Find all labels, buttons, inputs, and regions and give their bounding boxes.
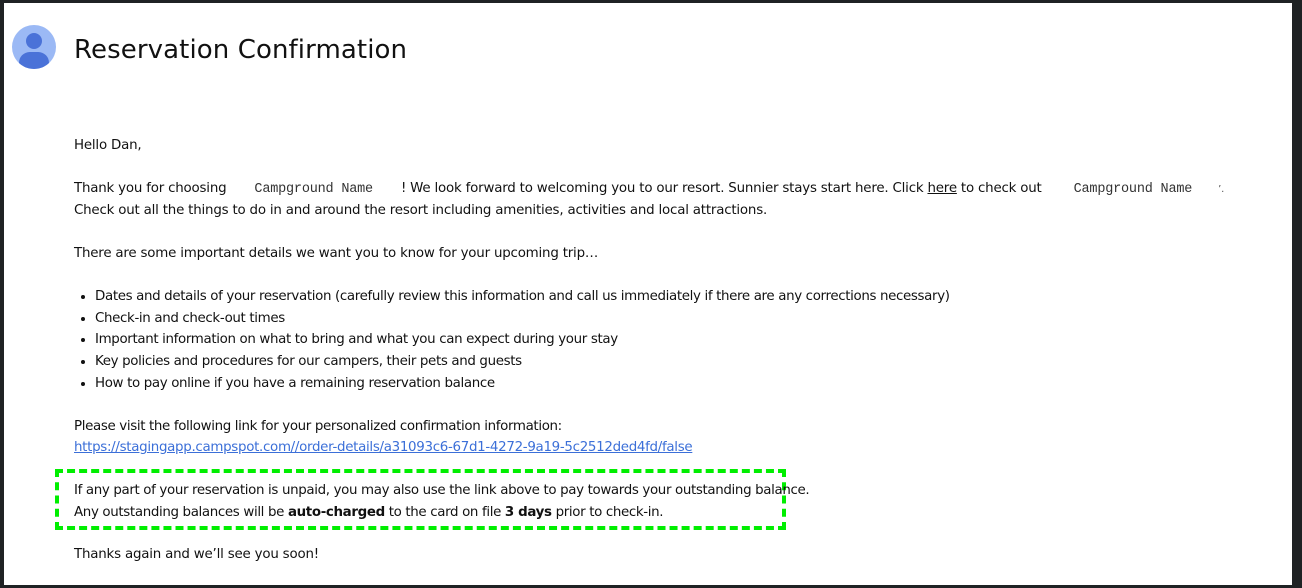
intro-text-3: to check out	[960, 181, 1042, 197]
balance-notice	[74, 480, 809, 523]
notice-text: to the card on file	[388, 504, 501, 520]
closing-line: Thanks again and we’ll see you soon!	[74, 547, 319, 562]
list-item: Important information on what to bring and what you can expect during your stay	[95, 329, 1274, 351]
list-item: Key policies and procedures for our campers, their pets and guests	[95, 351, 1274, 373]
intro-trailing: ’.	[1218, 184, 1225, 196]
list-item: How to pay online if you have a remaining reservation balance	[95, 373, 1274, 395]
balance-notice-line-2	[74, 502, 809, 524]
here-link[interactable]: here	[927, 181, 957, 197]
campground-name-placeholder: Campground Name	[254, 182, 373, 198]
intro-text-2: ! We look forward to welcoming you to our resort. Sunnier stays start here. Click	[400, 181, 924, 197]
campground-name-placeholder-2: Campground Name	[1073, 182, 1193, 198]
person-avatar-icon	[12, 25, 56, 69]
notice-text: Any outstanding balances will be	[74, 504, 285, 520]
notice-text: prior to check-in.	[555, 504, 664, 520]
list-item: Check-in and check-out times	[95, 308, 1274, 330]
avatar-body	[19, 52, 49, 69]
intro-line-1	[74, 178, 1274, 200]
intro-text-1: Thank you for choosing	[74, 181, 227, 197]
details-list	[74, 286, 1274, 394]
details-intro: There are some important details we want you to know for your upcoming trip…	[74, 245, 599, 261]
intro-line-2: Check out all the things to do in and around the resort including amenities, activities and local attractions.	[74, 202, 768, 218]
greeting: Hello Dan,	[74, 138, 142, 153]
balance-notice-line-1: If any part of your reservation is unpaid, you may also use the link above to pay towards your outstanding balance.	[74, 483, 810, 498]
link-intro: Please visit the following link for your personalized confirmation information:	[74, 418, 562, 434]
email-window	[4, 3, 1292, 585]
confirmation-link[interactable]: https://stagingapp.campspot.com//order-details/a31093c6-67d1-4272-9a19-5c2512ded4fd/false	[74, 440, 693, 456]
page-title: Reservation Confirmation	[74, 35, 408, 65]
days-emphasis: 3 days	[504, 504, 552, 520]
email-body	[74, 135, 1274, 459]
auto-charged-emphasis: auto-charged	[287, 504, 385, 520]
list-item: Dates and details of your reservation (carefully review this information and call us immediately if there are any corrections necessary)	[95, 286, 1274, 308]
avatar-head	[26, 33, 42, 49]
